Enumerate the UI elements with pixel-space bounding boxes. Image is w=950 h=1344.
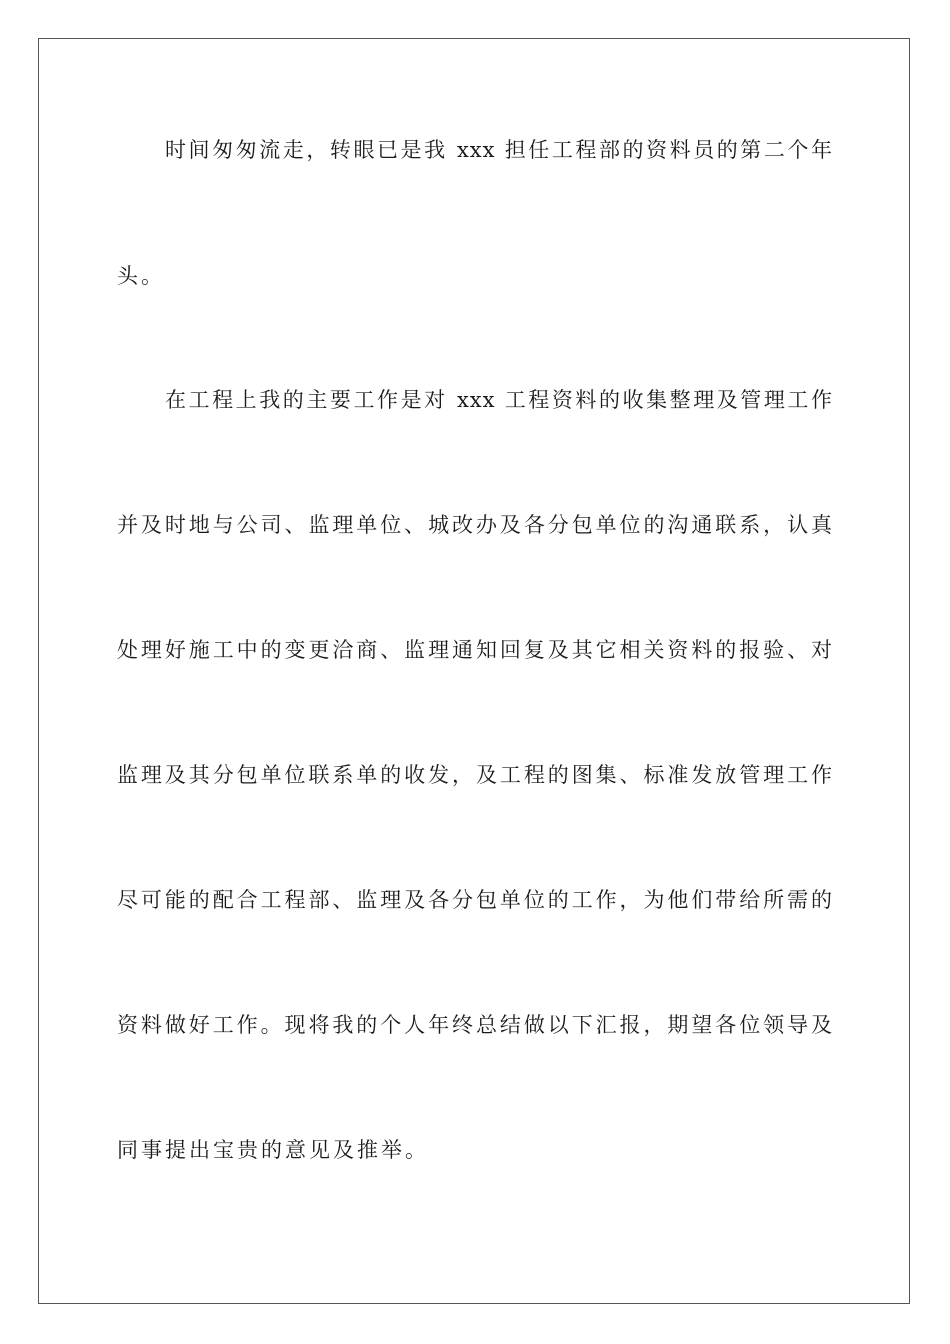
paragraph-2-line-5: 尽可能的配合工程部、监理及各分包单位的工作，为他们带给所需的: [117, 888, 833, 912]
paragraph-1-line-2: 头。: [117, 264, 165, 288]
paragraph-2-line-3: 处理好施工中的变更洽商、监理通知回复及其它相关资料的报验、对: [117, 638, 833, 662]
paragraph-2-line-2: 并及时地与公司、监理单位、城改办及各分包单位的沟通联系，认真: [117, 513, 833, 537]
page-border: [38, 38, 910, 1304]
paragraph-2-line-4: 监理及其分包单位联系单的收发，及工程的图集、标准发放管理工作: [117, 763, 833, 787]
paragraph-2-line-7: 同事提出宝贵的意见及推举。: [117, 1138, 429, 1162]
paragraph-1-line-1: 时间匆匆流走，转眼已是我 xxx 担任工程部的资料员的第二个年: [165, 138, 833, 162]
paragraph-2-line-6: 资料做好工作。现将我的个人年终总结做以下汇报，期望各位领导及: [117, 1013, 833, 1037]
paragraph-2-line-1: 在工程上我的主要工作是对 xxx 工程资料的收集整理及管理工作: [165, 388, 833, 412]
